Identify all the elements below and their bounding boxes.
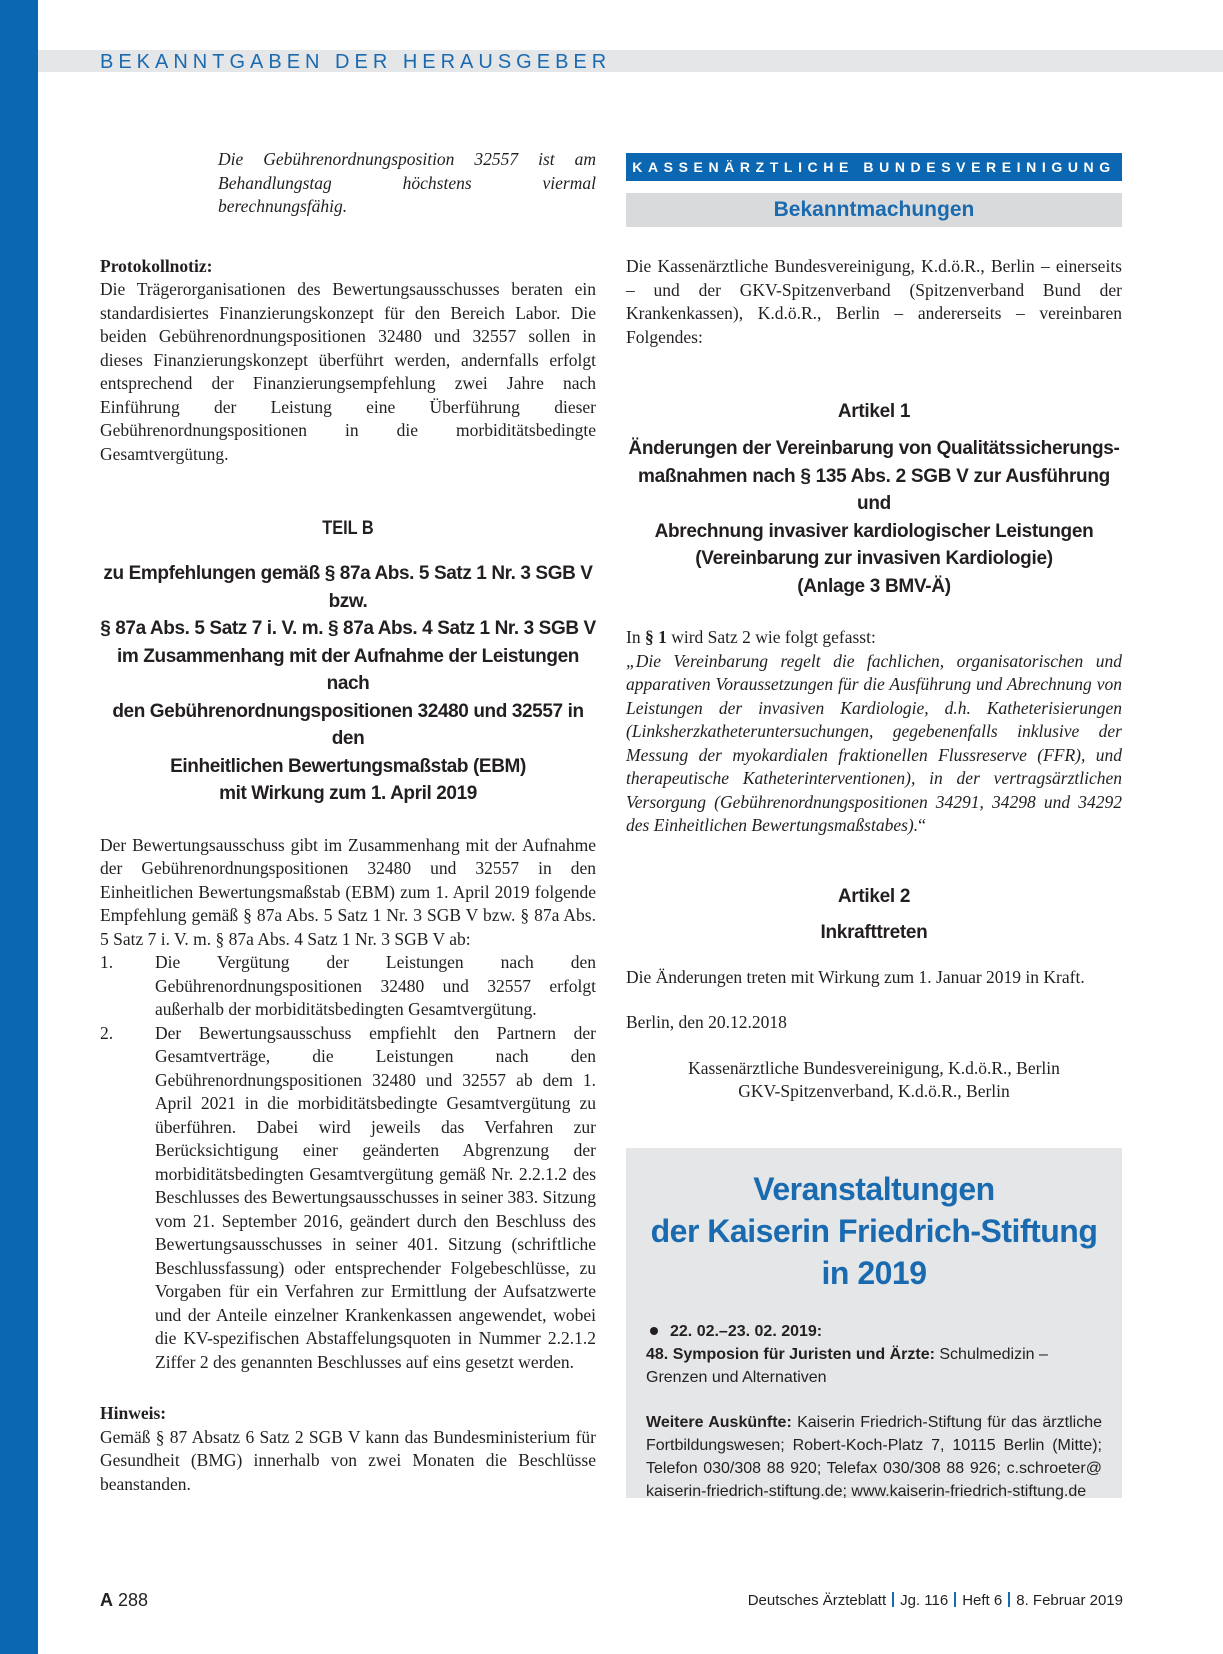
teil-b-intro: Der Bewertungsausschuss gibt im Zusammenhang mit der Aufnahme der Gebührenordnungspositionen 32480 und 32557 in den Einheitlichen Bewertungsmaßstab (EBM) zum 1. April 2019 folgende Empfehlung gemäß § 87a Abs. 5 Satz 1 Nr. 3 SGB V bzw. § 87a Abs. 5 Satz 7 i. V. m. § 87a Abs. 4 Satz 1 Nr. 3 SGB V ab: <box>100 834 596 949</box>
journal-name: Deutsches Ärzteblatt <box>747 1592 887 1609</box>
teil-b-title: TEIL B <box>322 518 374 539</box>
protokoll-heading: Protokollnotiz: <box>100 255 213 276</box>
bekanntmachungen-banner: Bekanntmachungen <box>626 193 1122 227</box>
artikel-1-heading: Artikel 1 <box>837 401 911 422</box>
kbv-banner: KASSENÄRZTLICHE BUNDESVEREINIGUNG <box>626 153 1122 181</box>
kbv-intro: Die Kassenärztliche Bundesvereinigung, K.d.ö.R., Berlin – einerseits – und der GKV-Spitzenverband (Spitzenverband Bund der Krankenkassen), K.d.ö.R., Berlin – andererseits – vereinbaren Folgendes: <box>626 256 1122 347</box>
intro-italic-text: Die Gebührenordnungsposition 32557 ist am Behandlungstag höchstens viermal berechnungsfähig. <box>218 149 596 216</box>
list-text: Der Bewertungsausschuss empfiehlt den Partnern der Gesamtverträge, die Leistungen nach den Gebührenordnungspositionen 32480 und 32557 ab dem 1. April 2021 in die morbiditätsbedingte Gesamtvergütung zu überführen. Dabei wird jeweils das Verfahren zur Berücksichtigung einer geänderten Abgrenzung der morbiditätsbedingten Gesamtvergütung gemäß Nr. 2.2.1.2 des Beschlusses des Bewertungsausschusses in seiner 383. Sitzung vom 21. September 2016, geändert durch den Beschluss des Bewertungsausschusses in seiner 401. Sitzung (schriftliche Beschlussfassung) oder entsprechender Folgebeschlüsse, zu Vorgaben für ein Verfahren zur Ermittlung der Aufsatzwerte und der Anteile einzelner Krankenkassen angewendet, wobei die KV-spezifischen Abstaffelungsquoten in Nummer 2.2.1.2 Ziffer 2 des genannten Beschlusses auf eins gesetzt werden. <box>155 1022 596 1372</box>
date-line: Berlin, den 20.12.2018 <box>626 1012 787 1032</box>
list-number: 2. <box>100 1022 114 1043</box>
artikel-1-intro <box>626 626 1122 650</box>
artikel-1-title <box>626 435 1122 600</box>
teil-b-subtitle-line: mit Wirkung zum 1. April 2019 <box>219 783 477 804</box>
event-title <box>646 1168 1102 1294</box>
event-title-line: der Kaiserin Friedrich-Stiftung <box>650 1212 1098 1249</box>
page-number <box>100 1590 148 1611</box>
journal-issue: Heft 6 <box>962 1592 1003 1609</box>
more-info-text: Kaiserin Friedrich-Stiftung für das ärztliche Fortbildungswesen; Robert-Koch-Platz 7, 10115 Berlin (Mitte); Telefon 030/308 88 920; Telefax 030/308 88 926; c.schroeter@ kaiserin-friedrich-stiftung.de; www.kaiserin-friedrich-stiftung.de <box>646 1413 1102 1500</box>
teil-b-subtitle-line: Einheitlichen Bewertungsmaßstab (EBM) <box>170 755 526 777</box>
artikel-1-quote-end: “ <box>918 815 926 835</box>
side-accent-bar <box>0 0 38 1654</box>
event-item-title: 48. Symposion für Juristen und Ärzte: <box>646 1345 935 1363</box>
signatory-gkv: GKV-Spitzenverband, K.d.ö.R., Berlin <box>738 1081 1010 1101</box>
section-header: BEKANNTGABEN DER HERAUSGEBER <box>100 51 612 73</box>
artikel-1-quote-text: „Die Vereinbarung regelt die fachlichen, organisatorischen und apparativen Voraussetzungen für die Ausführung und Abrechnung von Leistungen der invasiven Kardiologie, d.h. Katheterisierungen (Linksherzkatheteruntersuchungen, gegebenenfalls inklusive der Messung der myokardialen fraktionellen Flussreserve (FFR), und therapeutische Katheterinterventionen), in der vertragsärztlichen Versorgung (Gebührenordnungspositionen 34291, 34298 und 34292 des Einheitlichen Bewertungsmaßstabes). <box>626 650 1122 835</box>
artikel-1-title-line: Abrechnung invasiver kardiologischer Leistungen <box>654 520 1094 542</box>
artikel-1-intro-paragraph: § 1 <box>644 627 667 647</box>
journal-footer <box>748 1592 1123 1609</box>
event-title-line: in 2019 <box>821 1254 927 1291</box>
event-title-line: Veranstaltungen <box>753 1170 995 1207</box>
artikel-1-quote <box>626 650 1122 838</box>
list-number: 1. <box>100 952 114 972</box>
artikel-1-title-line: maßnahmen nach § 135 Abs. 2 SGB V zur Ausführung und <box>638 465 1110 514</box>
protokoll-text: Die Trägerorganisationen des Bewertungsausschusses beraten ein standardisiertes Finanzierungskonzept für den Bereich Labor. Die beiden Gebührenordnungspositionen 32480 und 32557 sollen in dieses Finanzierungskonzept überführt werden, andernfalls erfolgt entsprechend der Finanzierungsempfehlung zwei Jahre nach Einführung der Leistung eine Überführung dieser Gebührenordnungspositionen in die morbiditätsbedingte Gesamtvergütung. <box>100 279 596 464</box>
page-number-value: 288 <box>118 1590 149 1610</box>
teil-b-subtitle-line: im Zusammenhang mit der Aufnahme der Leistungen nach <box>117 645 579 694</box>
journal-volume: Jg. 116 <box>900 1592 949 1609</box>
artikel-1-title-line: (Anlage 3 BMV-Ä) <box>797 575 951 597</box>
artikel-2-text: Die Änderungen treten mit Wirkung zum 1. Januar 2019 in Kraft. <box>626 966 1085 987</box>
teil-b-subtitle-line: zu Empfehlungen gemäß § 87a Abs. 5 Satz 1 Nr. 3 SGB V bzw. <box>103 563 593 612</box>
more-info-label: Weitere Auskünfte: <box>646 1413 792 1431</box>
event-box <box>626 1148 1122 1498</box>
left-column <box>100 148 596 1496</box>
teil-b-subtitle-line: § 87a Abs. 5 Satz 7 i. V. m. § 87a Abs. 4 Satz 1 Nr. 3 SGB V <box>100 618 596 639</box>
right-column <box>626 153 1122 1498</box>
artikel-1-title-line: (Vereinbarung zur invasiven Kardiologie) <box>695 548 1053 569</box>
footer-separator <box>954 1592 956 1607</box>
footer-separator <box>1008 1592 1010 1607</box>
recommendation-list <box>100 951 596 1374</box>
artikel-1-intro-post: wird Satz 2 wie folgt gefasst: <box>666 627 876 647</box>
hinweis-text: Gemäß § 87 Absatz 6 Satz 2 SGB V kann das Bundesministerium für Gesundheit (BMG) innerhalb von zwei Monaten die Beschlüsse beanstanden. <box>100 1426 596 1494</box>
teil-b-subtitle-line: den Gebührenordnungspositionen 32480 und 32557 in den <box>112 700 584 749</box>
event-item-text: Schulmedizin – Grenzen und Alternativen <box>646 1345 1048 1386</box>
artikel-2-heading: Artikel 2 <box>837 885 911 907</box>
event-item <box>646 1343 1102 1389</box>
event-date <box>646 1320 1102 1343</box>
event-more-info <box>646 1411 1102 1503</box>
footer-separator <box>892 1592 894 1607</box>
list-text: Die Vergütung der Leistungen nach den Gebührenordnungspositionen 32480 und 32557 erfolgt außerhalb der morbiditätsbedingten Gesamtvergütung. <box>155 952 596 1019</box>
artikel-2-title: Inkrafttreten <box>820 921 928 943</box>
bullet-icon <box>650 1327 658 1335</box>
artikel-1-intro-pre: In <box>626 627 645 647</box>
signatories <box>626 1057 1122 1104</box>
event-date-text: 22. 02.–23. 02. 2019: <box>670 1322 823 1340</box>
list-item <box>100 1022 596 1375</box>
list-item <box>100 951 596 1022</box>
artikel-1-title-line: Änderungen der Vereinbarung von Qualitätssicherungs- <box>628 438 1120 459</box>
journal-date: 8. Februar 2019 <box>1016 1592 1123 1609</box>
teil-b-subtitle <box>100 560 596 808</box>
signatory-kbv: Kassenärztliche Bundesvereinigung, K.d.ö.R., Berlin <box>688 1057 1060 1078</box>
page-prefix: A <box>100 1590 113 1610</box>
hinweis-heading: Hinweis: <box>100 1403 167 1423</box>
